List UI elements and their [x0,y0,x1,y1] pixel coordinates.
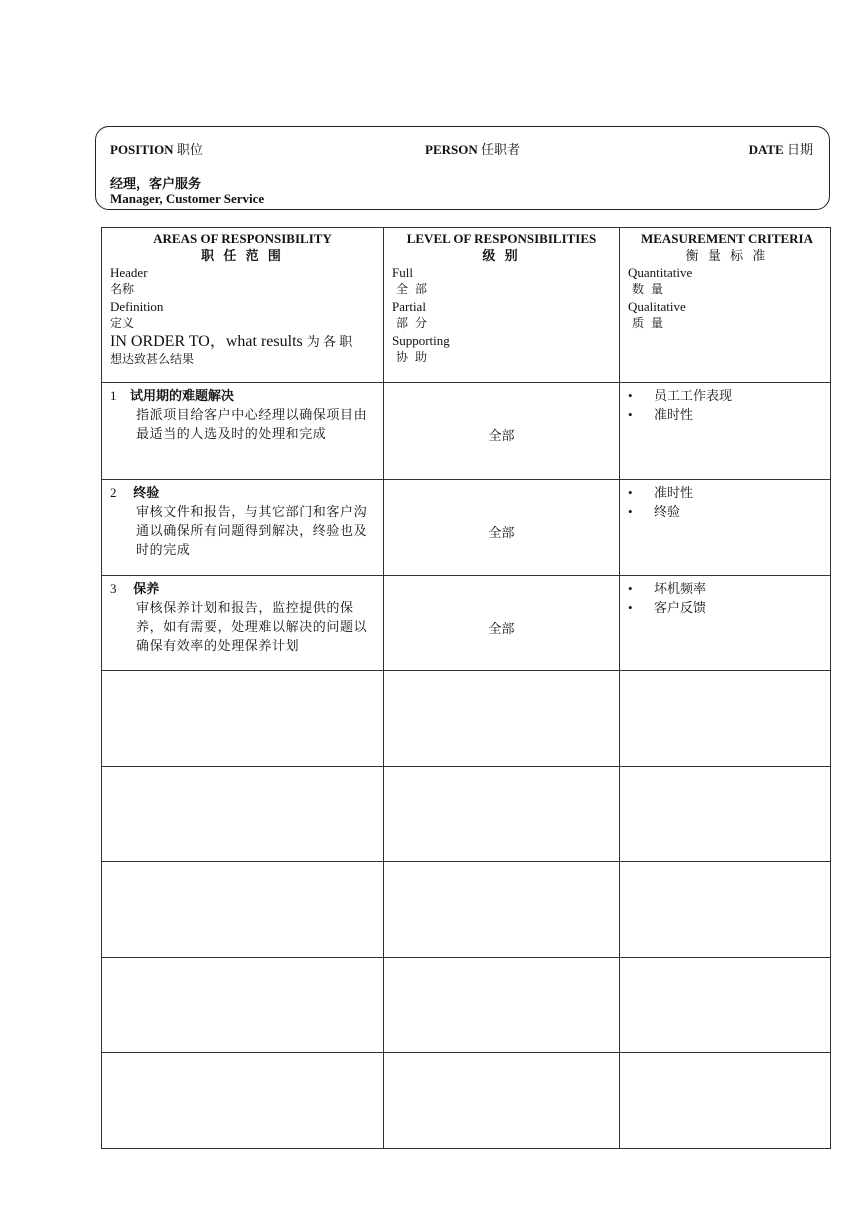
row-number: 1 [110,388,117,403]
qualitative-label-zh: 质 量 [632,316,666,330]
empty-cell [620,862,831,958]
criteria-cell [620,383,831,480]
area-cell [102,480,384,576]
level-cell [384,480,620,576]
empty-cell [620,766,831,862]
criteria-cell [620,480,831,576]
bullet-icon: • [628,407,633,422]
position-value-en: Manager, Customer Service [110,191,265,206]
person-label: PERSON 任职者 [425,142,520,157]
criteria-item: • 准时性 [628,407,694,422]
row-description: 审核保养计划和报告，监控提供的保养，如有需要，处理难以解决的问题以确保有效率的处理保养计划 [136,599,368,653]
empty-table-row [102,862,831,958]
measurement-header-cell [620,228,831,383]
empty-cell [102,862,384,958]
criteria-item: • 坏机频率 [628,580,707,596]
bullet-icon: • [628,485,633,500]
definition-label-zh: 定义 [110,316,135,330]
areas-title: AREAS OF RESPONSIBILITY [153,231,332,246]
definition-label: Definition [110,299,164,314]
level-title-zh: 级 别 [482,248,521,263]
header-label: Header [110,265,148,280]
row-title: 保养 [133,580,160,596]
level-value: 全部 [488,620,515,636]
level-value: 全部 [488,525,515,540]
empty-cell [102,1053,384,1149]
partial-label-zh: 部 分 [396,316,430,330]
bullet-icon: • [628,504,633,519]
table-row [102,480,831,576]
row-description: 审核文件和报告，与其它部门和客户沟通以确保所有问题得到解决，终验也及时的完成 [136,504,368,557]
empty-cell [384,766,620,862]
empty-cell [620,957,831,1053]
date-label: DATE 日期 [748,142,813,157]
level-cell [384,575,620,671]
full-label: Full [392,265,413,280]
quantitative-label-zh: 数 量 [632,282,666,296]
position-label: POSITION 职位 [110,142,203,157]
empty-table-row [102,1053,831,1149]
header-label-zh: 名称 [110,282,135,296]
empty-cell [102,957,384,1053]
empty-table-row [102,957,831,1053]
empty-table-row [102,671,831,767]
empty-table-row [102,766,831,862]
results-label-zh: 想达致甚么结果 [110,352,195,366]
area-cell [102,575,384,671]
criteria-item: • 客户反馈 [628,599,707,615]
empty-cell [384,957,620,1053]
row-title: 试用期的难题解决 [130,388,235,403]
level-header-cell [384,228,620,383]
table-header-row [102,228,831,383]
area-cell [102,383,384,480]
full-label-zh: 全 部 [396,282,430,296]
empty-cell [384,671,620,767]
in-order-to-label: IN ORDER TO，what results 为 各 职 [110,333,353,350]
level-value: 全部 [488,428,515,443]
measurement-title-zh: 衡 量 标 准 [685,248,769,263]
position-header-box [95,126,830,210]
criteria-cell [620,575,831,671]
criteria-item: • 员工工作表现 [628,388,733,403]
empty-cell [102,671,384,767]
row-number: 3 [110,580,117,596]
empty-cell [102,766,384,862]
supporting-label: Supporting [392,333,450,348]
criteria-item: • 准时性 [628,485,694,500]
table-row [102,575,831,671]
level-cell [384,383,620,480]
measurement-title: MEASUREMENT CRITERIA [640,231,814,246]
bullet-icon: • [628,599,633,615]
bullet-icon: • [628,388,633,403]
criteria-item: • 终验 [628,504,681,519]
areas-header-cell [102,228,384,383]
empty-cell [620,1053,831,1149]
position-value-zh: 经理，客户服务 [110,176,202,191]
empty-cell [384,1053,620,1149]
level-title: LEVEL OF RESPONSIBILITIES [406,231,597,246]
quantitative-label: Quantitative [628,265,693,280]
row-number: 2 [110,485,117,500]
empty-cell [384,862,620,958]
areas-title-zh: 职 任 范 围 [201,248,284,263]
empty-cell [620,671,831,767]
row-description: 指派项目给客户中心经理以确保项目由最适当的人选及时的处理和完成 [136,407,368,441]
responsibility-table [101,227,831,1149]
row-title: 终验 [133,485,160,500]
bullet-icon: • [628,580,633,596]
partial-label: Partial [392,299,426,314]
qualitative-label: Qualitative [628,299,686,314]
table-row [102,383,831,480]
supporting-label-zh: 协 助 [396,350,430,364]
